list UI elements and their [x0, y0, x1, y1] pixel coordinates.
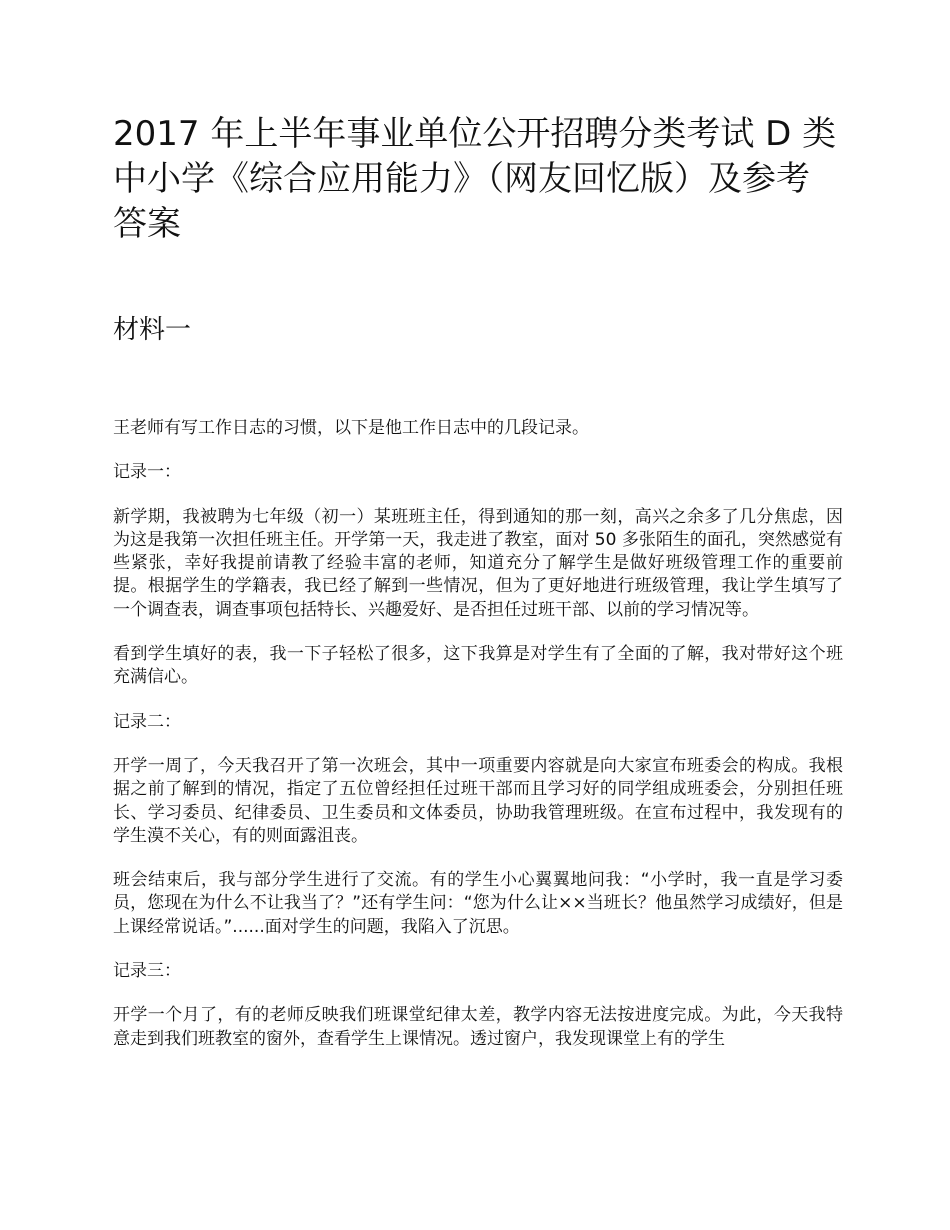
paragraph: 开学一个月了，有的老师反映我们班课堂纪律太差，教学内容无法按进度完成。为此，今天我特意走到我们班教室的窗外，查看学生上课情况。透过窗户，我发现课堂上有的学生 — [113, 1005, 843, 1049]
document-title: 2017 年上半年事业单位公开招聘分类考试 D 类中小学《综合应用能力》（网友回忆版）及参考答案 — [113, 114, 837, 244]
section-heading: 材料一 — [113, 315, 192, 345]
record-two-label: 记录二： — [113, 711, 181, 732]
record-three-label: 记录三： — [113, 961, 181, 982]
document-body — [113, 417, 843, 1051]
paragraph-intro: 王老师有写工作日志的习惯，以下是他工作日志中的几段记录。 — [113, 418, 589, 438]
paragraph: 新学期，我被聘为七年级（初一）某班班主任，得到通知的那一刻，高兴之余多了几分焦虑，因为这是我第一次担任班主任。开学第一天，我走进了教室，面对 50 多张陌生的面孔，突然感觉有些紧张，幸好我提前请教了经验丰富的老师，知道充分了解学生是做好班级管理工作的重要前提。根据学生的学籍表，我已经了解到一些情况，但为了更好地进行班级管理，我让学生填写了一个调查表，调查事项包括特长、兴趣爱好、是否担任过班干部、以前的学习情况等。 — [113, 506, 843, 620]
paragraph: 班会结束后，我与部分学生进行了交流。有的学生小心翼翼地问我：“小学时，我一直是学习委员，您现在为什么不让我当了？”还有学生问：“您为什么让××当班长？他虽然学习成绩好，但是上课经常说话。”......面对学生的问题，我陷入了沉思。 — [113, 870, 843, 937]
record-one-label: 记录一： — [113, 462, 181, 483]
paragraph: 看到学生填好的表，我一下子轻松了很多，这下我算是对学生有了全面的了解，我对带好这个班充满信心。 — [113, 644, 843, 688]
document-page — [113, 112, 843, 1072]
paragraph: 开学一周了，今天我召开了第一次班会，其中一项重要内容就是向大家宣布班委会的构成。我根据之前了解到的情况，指定了五位曾经担任过班干部而且学习好的同学组成班委会，分别担任班长、学习委员、纪律委员、卫生委员和文体委员，协助我管理班级。在宣布过程中，我发现有的学生漠不关心，有的则面露沮丧。 — [113, 755, 843, 846]
